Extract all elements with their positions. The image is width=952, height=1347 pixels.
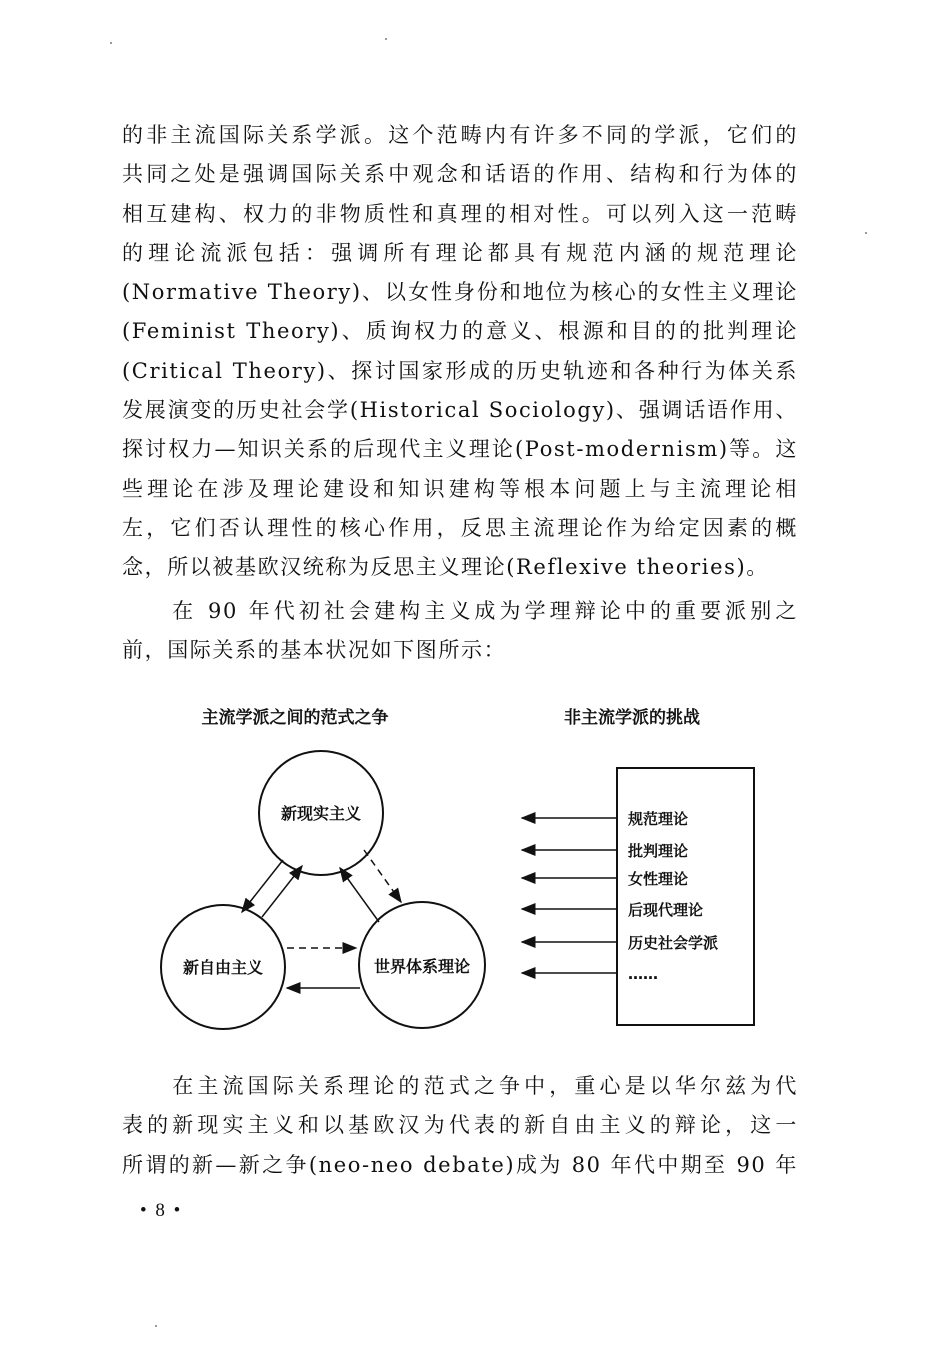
page-number: • 8 • <box>140 1200 183 1221</box>
challenger-label-critical: 批判理论 <box>628 842 689 860</box>
text-line: 的理论流派包括：强调所有理论都具有规范内涵的规范理论 <box>122 240 798 265</box>
text-line: 前，国际关系的基本状况如下图所示： <box>122 638 507 663</box>
paradigm-diagram <box>150 690 810 1040</box>
text-line: 发展演变的历史社会学(Historical Sociology)、强调话语作用、 <box>122 398 798 423</box>
text-line: (Critical Theory)、探讨国家形成的历史轨迹和各种行为体关系 <box>122 358 798 383</box>
arrow-world-system-to-neorealism <box>340 868 379 922</box>
arrow-neoliberalism-to-neorealism <box>262 866 302 917</box>
scan-speck <box>385 38 387 40</box>
neorealism-label: 新现实主义 <box>280 804 362 823</box>
arrow-neorealism-to-neoliberalism <box>242 860 283 912</box>
arrow-neorealism-to-world-system-dashed <box>364 850 401 902</box>
neoliberalism-label: 新自由主义 <box>182 958 264 977</box>
scan-speck <box>155 1325 157 1327</box>
text-line: (Normative Theory)、以女性身份和地位为核心的女性主义理论 <box>122 280 798 305</box>
left-figure-title: 主流学派之间的范式之争 <box>201 708 389 728</box>
text-line: 在 90 年代初社会建构主义成为学理辩论中的重要派别之 <box>122 599 798 623</box>
text-line: 左，它们否认理性的核心作用，反思主流理论作为给定因素的概 <box>122 515 798 540</box>
paragraph-1 <box>122 116 798 588</box>
scan-speck <box>865 232 867 234</box>
text-line: 些理论在涉及理论建设和知识建构等根本问题上与主流理论相 <box>122 476 798 501</box>
text-line: 念，所以被基欧汉统称为反思主义理论(Reflexive theories)。 <box>122 555 769 580</box>
text-line: (Feminist Theory)、质询权力的意义、根源和目的的批判理论 <box>122 319 798 344</box>
challenger-label-postmodern: 后现代理论 <box>628 901 704 919</box>
text-line: 探讨权力—知识关系的后现代主义理论(Post-modernism)等。这 <box>122 437 798 462</box>
text-line: 共同之处是强调国际关系中观念和话语的作用、结构和行为体的 <box>122 162 798 187</box>
challenger-label-normative: 规范理论 <box>628 810 689 828</box>
paragraph-3 <box>122 1067 798 1185</box>
text-line: 在主流国际关系理论的范式之争中，重心是以华尔兹为代 <box>122 1074 798 1098</box>
challenger-label-ellipsis: …… <box>628 965 658 983</box>
challenger-label-feminist: 女性理论 <box>628 870 689 888</box>
challenger-label-historical-sociology: 历史社会学派 <box>628 934 719 952</box>
text-line: 相互建构、权力的非物质性和真理的相对性。可以列入这一范畴 <box>122 201 798 226</box>
world-system-label: 世界体系理论 <box>373 957 471 976</box>
challengers-box <box>617 768 754 1025</box>
text-line: 所谓的新—新之争(neo-neo debate)成为 80 年代中期至 90 年 <box>122 1152 798 1177</box>
right-figure-title: 非主流学派的挑战 <box>564 708 700 728</box>
text-line: 的非主流国际关系学派。这个范畴内有许多不同的学派，它们的 <box>122 123 798 147</box>
text-line: 表的新现实主义和以基欧汉为代表的新自由主义的辩论，这一 <box>122 1113 798 1138</box>
scan-speck <box>110 42 112 44</box>
paragraph-2 <box>122 592 798 671</box>
